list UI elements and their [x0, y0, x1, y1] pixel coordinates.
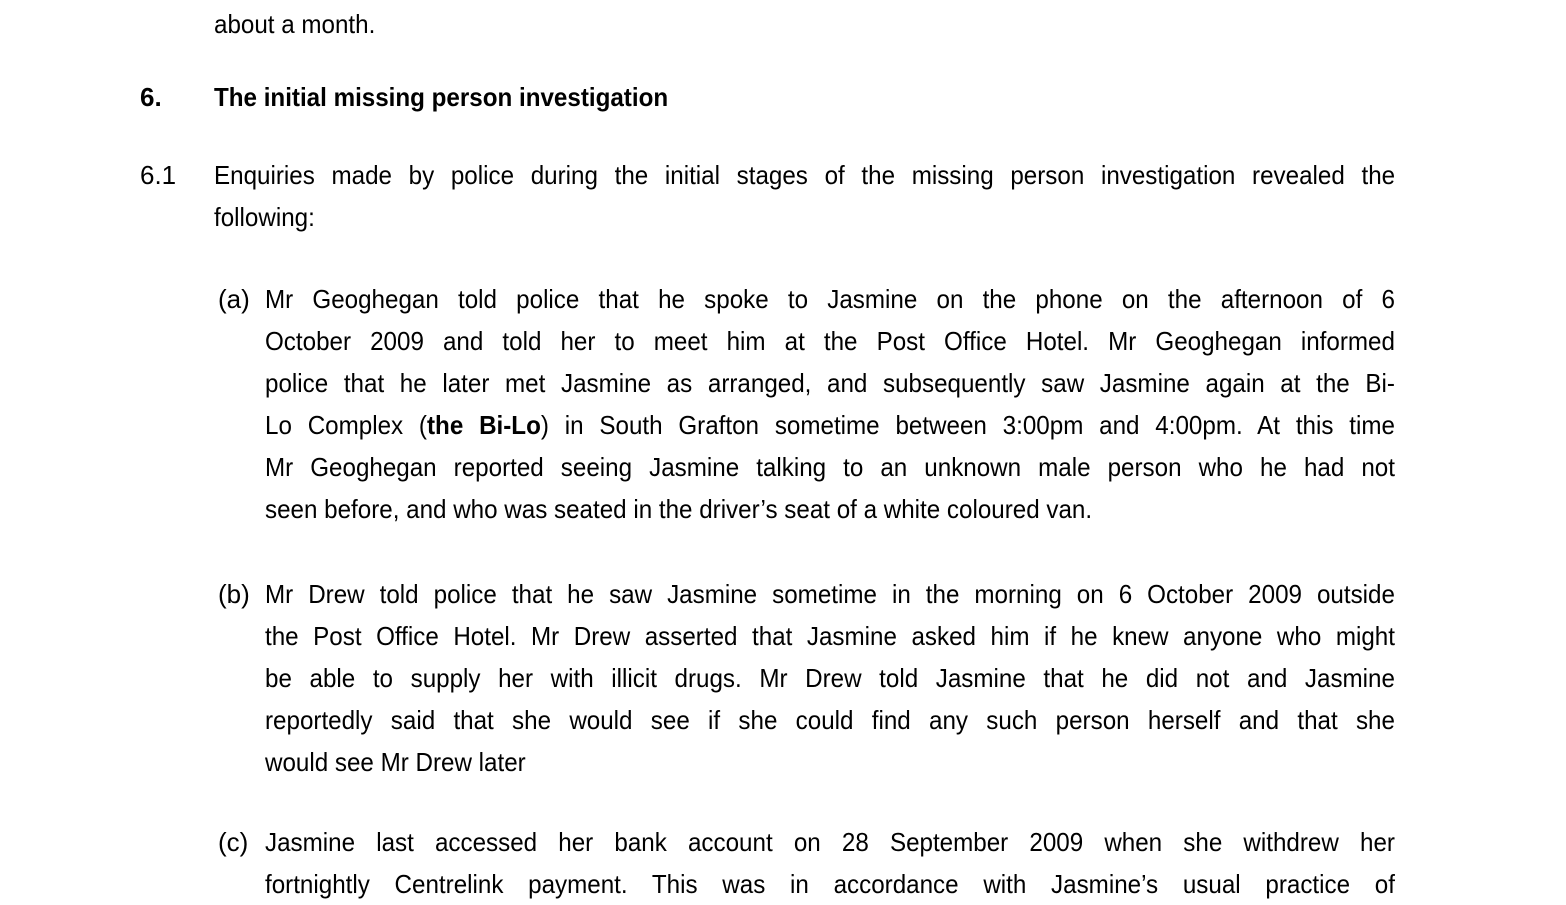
preceding-paragraph-text: about a month. [214, 9, 376, 39]
list-item-c-line-2-clipped: fortnightly Centrelink payment. This was in accordance with Jasmine’s usual practice of [265, 869, 1395, 899]
list-item-b-line-4: reportedly said that she would see if she could find any such person herself and that she [265, 705, 1395, 735]
list-item-a-marker: (a) [218, 284, 250, 314]
list-item-b [0, 573, 1566, 783]
list-item-a-line-3: police that he later met Jasmine as arranged, and subsequently saw Jasmine again at the Bi- [265, 368, 1395, 398]
list-item-a-line-4 [265, 404, 1395, 446]
list-item-b-line-5: would see Mr Drew later [265, 747, 526, 777]
list-item-a-line-4-pre: Lo Complex ( [265, 410, 427, 440]
list-item-a-line-6: seen before, and who was seated in the driver’s seat of a white coloured van. [265, 494, 1093, 524]
paragraph-6-1 [0, 154, 1566, 238]
list-item-a-line-5: Mr Geoghegan reported seeing Jasmine talking to an unknown male person who he had not [265, 452, 1395, 482]
list-item-b-marker: (b) [218, 579, 250, 609]
list-item-b-line-2: the Post Office Hotel. Mr Drew asserted that Jasmine asked him if he knew anyone who might [265, 621, 1395, 651]
section-title: The initial missing person investigation [214, 82, 669, 112]
list-item-a-line-1: Mr Geoghegan told police that he spoke to Jasmine on the phone on the afternoon of 6 [265, 284, 1395, 314]
list-item-a [0, 278, 1566, 530]
list-item-c-marker: (c) [218, 827, 249, 857]
list-item-c [0, 821, 1566, 905]
list-item-a-line-4-bold-phrase: the Bi-Lo [426, 410, 541, 440]
preceding-paragraph-fragment [0, 3, 1566, 45]
list-item-b-line-3: be able to supply her with illicit drugs. Mr Drew told Jasmine that he did not and Jasmine [265, 663, 1395, 693]
list-item-a-line-4-post: ) in South Grafton sometime between 3:00pm and 4:00pm. At this time [540, 410, 1395, 440]
list-item-b-line-1: Mr Drew told police that he saw Jasmine sometime in the morning on 6 October 2009 outside [265, 579, 1395, 609]
paragraph-number: 6.1 [140, 160, 177, 190]
section-heading [0, 76, 1566, 118]
paragraph-6-1-line-2: following: [214, 202, 315, 232]
paragraph-6-1-line-1: Enquiries made by police during the initial stages of the missing person investigation revealed the [214, 160, 1396, 190]
section-number: 6. [140, 82, 162, 112]
list-item-c-line-1: Jasmine last accessed her bank account on 28 September 2009 when she withdrew her [265, 827, 1395, 857]
list-item-a-line-2: October 2009 and told her to meet him at the Post Office Hotel. Mr Geoghegan informed [265, 326, 1395, 356]
